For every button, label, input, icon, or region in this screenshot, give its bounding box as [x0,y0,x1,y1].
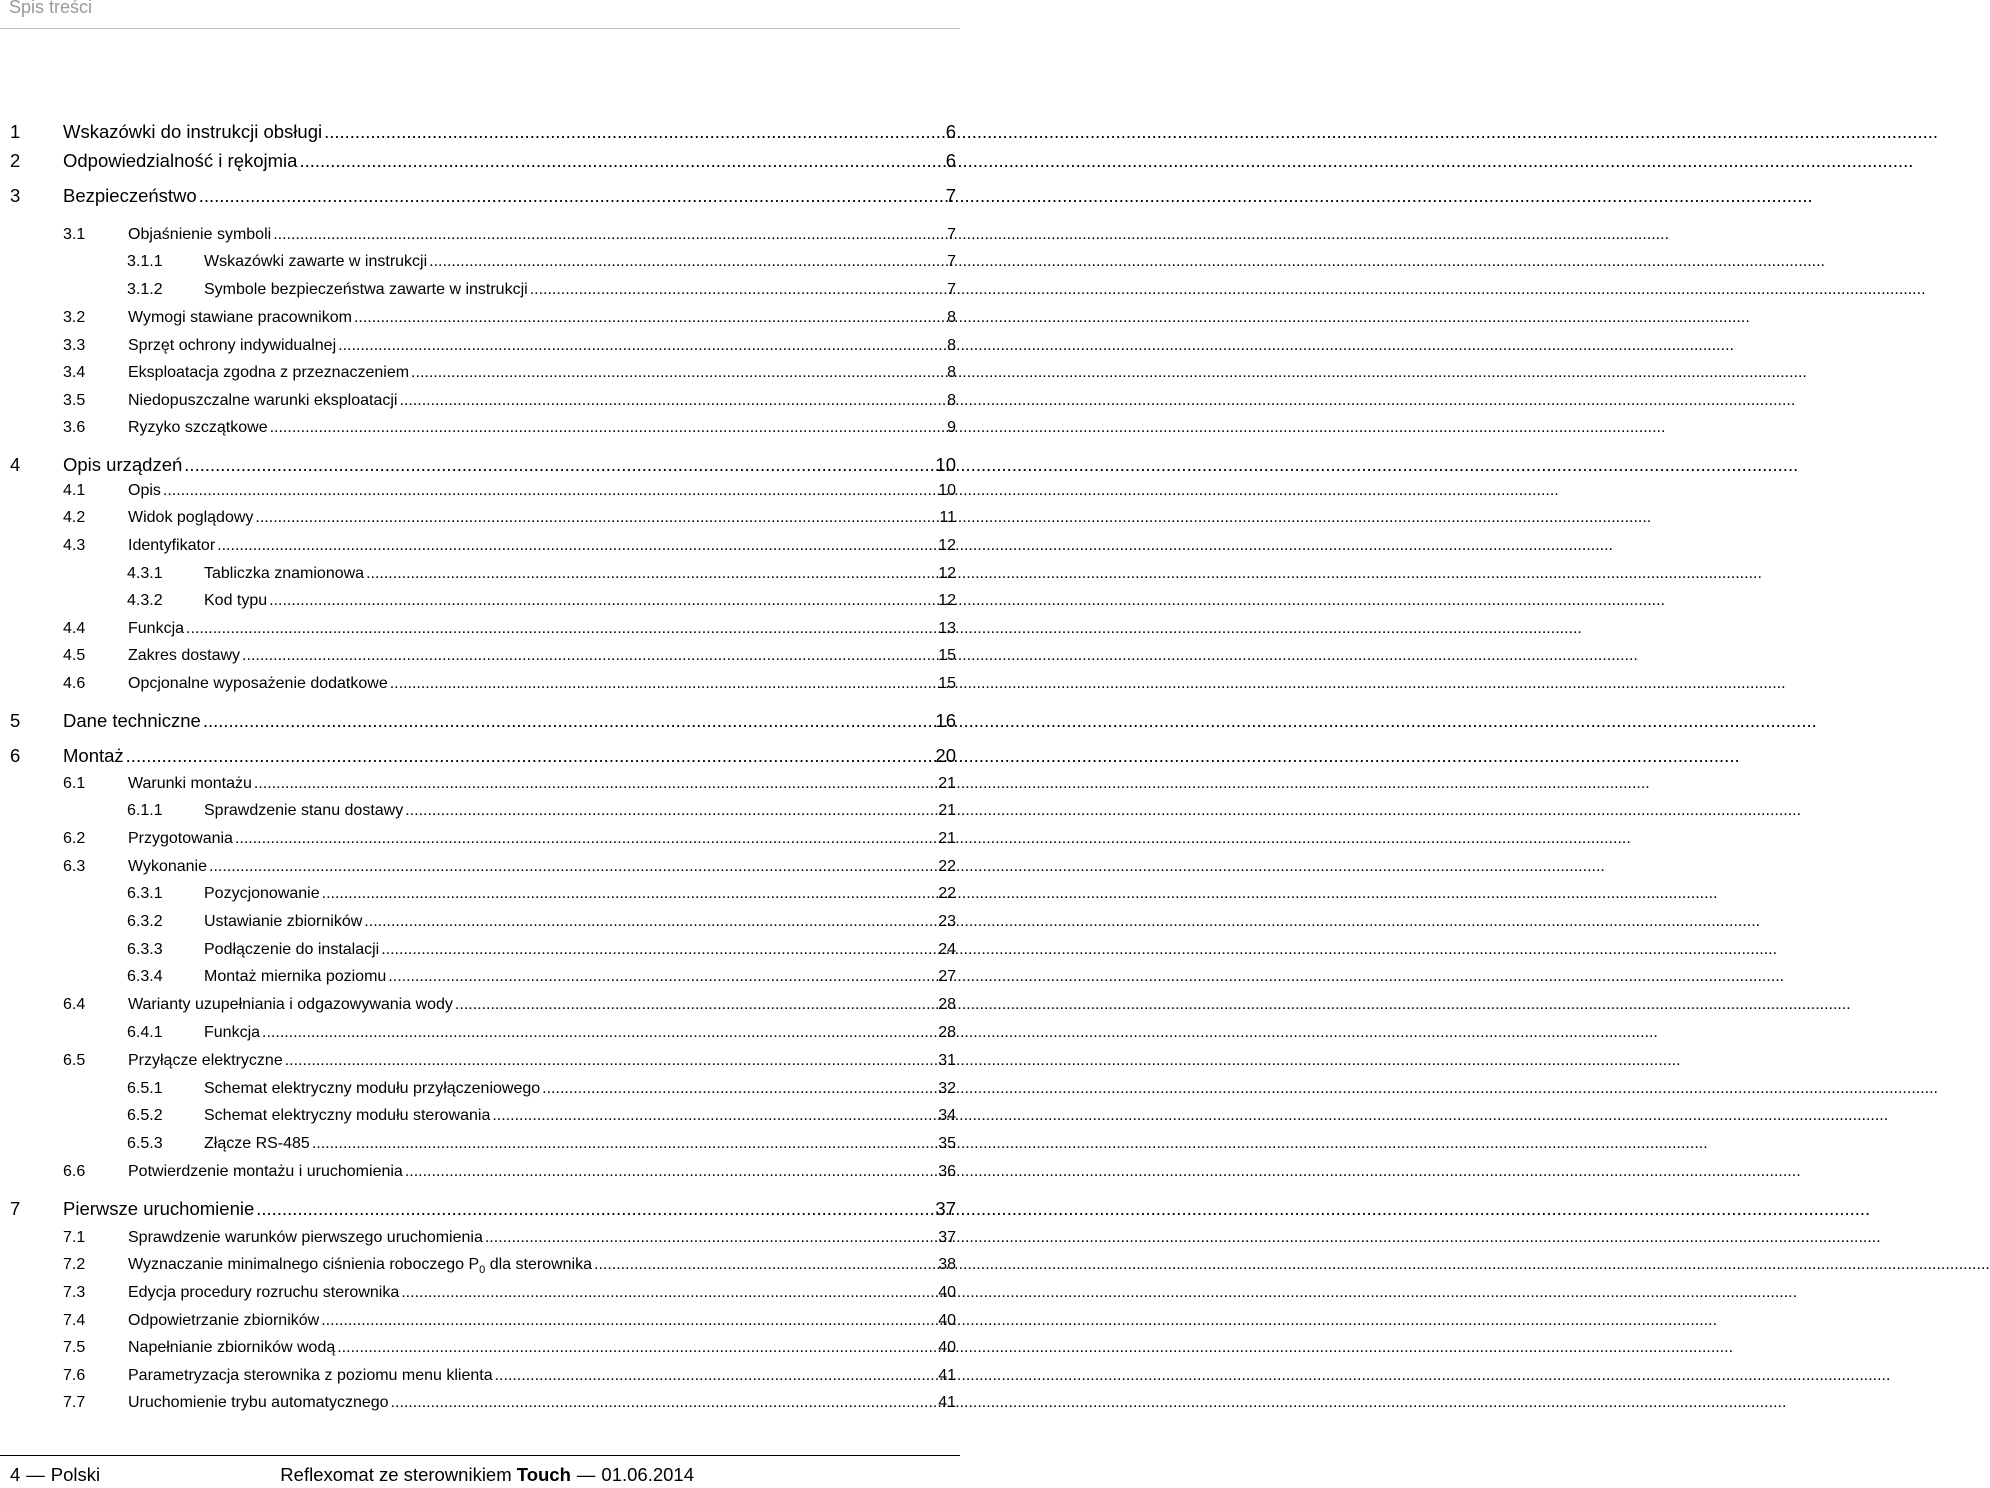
toc-entry-page: 21 [938,830,956,847]
toc-entry-number: 6.4.1 [127,1024,163,1041]
toc-entry-4-3[interactable] [63,537,956,555]
toc-entry-page: 37 [938,1229,956,1246]
toc-entry-title: Symbole bezpieczeństwa zawarte w instrukcji [204,281,528,298]
toc-entry-number: 3.5 [63,392,86,409]
toc-dot-leader [409,364,947,382]
toc-entry-page: 38 [938,1256,956,1273]
toc-dot-leader [254,1198,931,1219]
toc-dot-leader [267,592,938,610]
toc-dot-leader [397,392,947,410]
footer-date: 01.06.2014 [601,1464,694,1485]
toc-dot-leader [319,1312,938,1330]
toc-entry-4-6[interactable] [63,675,956,693]
toc-entry-title: Bezpieczeństwo [63,185,197,206]
toc-entry-7-6[interactable] [63,1367,956,1385]
toc-entry-title: Przyłącze elektryczne [128,1052,283,1069]
toc-entry-6-3-2[interactable] [127,913,956,931]
toc-entry-6-5-3[interactable] [127,1135,956,1153]
toc-entry-page: 12 [938,592,956,609]
toc-dot-leader [386,968,938,986]
toc-entry-3-1[interactable] [63,226,956,244]
toc-entry-page: 40 [938,1339,956,1356]
toc-entry-page: 13 [938,620,956,637]
toc-entry-page: 28 [938,996,956,1013]
toc-dot-leader [592,1256,938,1274]
toc-entry-title: Schemat elektryczny modułu przyłączeniowego [204,1080,541,1097]
toc-dot-leader [283,1052,938,1070]
toc-entry-6-5-1[interactable] [127,1080,956,1098]
toc-entry-number: 4.6 [63,675,86,692]
toc-entry-page: 22 [938,858,956,875]
toc-entry-title: Warianty uzupełniania i odgazowywania wody [128,996,453,1013]
toc-dot-leader [362,913,938,931]
toc-entry-6-5[interactable] [63,1052,956,1070]
toc-entry-page: 8 [947,309,956,326]
toc-dot-leader [453,996,938,1014]
toc-entry-number: 6.3 [63,858,86,875]
toc-entry-6-4[interactable] [63,996,956,1014]
toc-entry-5[interactable] [10,710,956,731]
toc-entry-title: Ustawianie zbiorników [204,913,363,930]
toc-dot-leader [364,565,938,583]
toc-entry-number: 6.1.1 [127,802,163,819]
toc-entry-title: Potwierdzenie montażu i uruchomienia [128,1163,403,1180]
toc-entry-4-4[interactable] [63,620,956,638]
toc-entry-number: 6.3.2 [127,913,163,930]
toc-dot-leader [240,647,938,665]
toc-entry-title: Odpowiedzialność i rękojmia [63,150,298,171]
toc-entry-page: 31 [938,1052,956,1069]
toc-entry-number: 6.5 [63,1052,86,1069]
toc-entry-title: Funkcja [128,620,185,637]
toc-entry-page: 34 [938,1107,956,1124]
toc-entry-title: Wymogi stawiane pracownikom [128,309,352,326]
toc-entry-number: 3.1.2 [127,281,163,298]
toc-entry-number: 1 [10,121,21,142]
toc-entry-page: 10 [935,454,956,475]
toc-entry-title: Opis [128,482,161,499]
toc-entry-page: 16 [935,710,956,731]
toc-entry-7-2[interactable] [63,1256,956,1277]
toc-entry-page: 28 [938,1024,956,1041]
toc-entry-title: Montaż miernika poziomu [204,968,387,985]
toc-dot-leader [207,858,938,876]
toc-entry-title: Podłączenie do instalacji [204,941,380,958]
toc-entry-page: 35 [938,1135,956,1152]
toc-entry-number: 6.5.2 [127,1107,163,1124]
toc-entry-4-5[interactable] [63,647,956,665]
toc-entry-title: Objaśnienie symboli [128,226,272,243]
toc-entry-number: 4.2 [63,509,86,526]
toc-entry-page: 11 [939,509,956,526]
toc-dot-leader [297,150,941,171]
toc-dot-leader [336,337,947,355]
toc-entry-number: 7.1 [63,1229,86,1246]
toc-entry-number: 6.3.1 [127,885,163,902]
toc-entry-6-2[interactable] [63,830,956,848]
toc-entry-4-3-1[interactable] [127,565,956,583]
toc-entry-title: Opcjonalne wyposażenie dodatkowe [128,675,388,692]
toc-dot-leader [215,537,938,555]
footer-product-prefix: Reflexomat ze sterownikiem [280,1464,512,1485]
toc-entry-title: Wskazówki do instrukcji obsługi [63,121,323,142]
toc-entry-4[interactable] [10,454,956,475]
toc-dot-leader [184,620,938,638]
header-title: Spis treści [9,0,93,17]
toc-entry-3-6[interactable] [63,419,956,437]
header-rule [0,28,960,29]
toc-entry-page: 22 [938,885,956,902]
toc-entry-title: Schemat elektryczny modułu sterowania [204,1107,491,1124]
toc-entry-6[interactable] [10,745,956,766]
toc-entry-3-2[interactable] [63,309,956,327]
toc-entry-7[interactable] [10,1198,956,1219]
toc-entry-title: Widok poglądowy [128,509,254,526]
toc-entry-page: 7 [947,281,956,298]
toc-entry-number: 4.3.2 [127,592,163,609]
toc-entry-page: 6 [945,121,956,142]
toc-dot-leader [252,775,938,793]
toc-entry-title: Niedopuszczalne warunki eksploatacji [128,392,398,409]
toc-entry-title: Pozycjonowanie [204,885,320,902]
toc-entry-4-2[interactable] [63,509,956,527]
toc-entry-page: 40 [938,1284,956,1301]
toc-entry-number: 3 [10,185,21,206]
toc-entry-title: Ryzyko szczątkowe [128,419,268,436]
toc-entry-number: 6.3.3 [127,941,163,958]
footer-product-dash: — [576,1464,596,1485]
toc-entry-title: Funkcja [204,1024,261,1041]
toc-dot-leader [540,1080,938,1098]
toc-dot-leader [389,1394,939,1412]
toc-dot-leader [528,281,947,299]
toc-entry-page: 10 [938,482,956,499]
toc-dot-leader [399,1284,938,1302]
footer-language: Polski [50,1464,101,1485]
toc-entry-number: 3.6 [63,419,86,436]
toc-entry-page: 15 [938,675,956,692]
toc-entry-4-3-2[interactable] [127,592,956,610]
toc-entry-3-3[interactable] [63,337,956,355]
toc-entry-page: 23 [938,913,956,930]
toc-dot-leader [335,1339,938,1357]
toc-entry-number: 6.5.3 [127,1135,163,1152]
toc-entry-page: 9 [947,419,956,436]
toc-entry-6-1-1[interactable] [127,802,956,820]
toc-entry-page: 12 [938,565,956,582]
footer-page-number: 4 [10,1464,21,1485]
toc-entry-title-subscript: 0 [479,1264,486,1277]
toc-dot-leader [427,253,947,271]
toc-entry-number: 7.6 [63,1367,86,1384]
toc-dot-leader [388,675,938,693]
toc-entry-number: 4.1 [63,482,86,499]
toc-entry-page: 7 [947,226,956,243]
toc-entry-7-1[interactable] [63,1229,956,1247]
toc-dot-leader [352,309,947,327]
toc-entry-page: 41 [938,1367,956,1384]
toc-entry-title: Dane techniczne [63,710,201,731]
toc-entry-number: 4.4 [63,620,86,637]
toc-entry-page: 15 [938,647,956,664]
toc-entry-title: Tabliczka znamionowa [204,565,365,582]
toc-entry-number: 7.4 [63,1312,86,1329]
toc-entry-6-1[interactable] [63,775,956,793]
toc-entry-number: 7.5 [63,1339,86,1356]
toc-entry-number: 6.6 [63,1163,86,1180]
toc-entry-title: Uruchomienie trybu automatycznego [128,1394,389,1411]
toc-entry-title: Kod typu [204,592,268,609]
toc-entry-number: 6.5.1 [127,1080,163,1097]
toc-dot-leader [197,185,942,206]
toc-entry-page: 8 [947,392,956,409]
toc-entry-title: Identyfikator [128,537,216,554]
page-header [0,0,960,30]
footer-product-bold: Touch [516,1464,571,1485]
toc-entry-title: Parametryzacja sterownika z poziomu menu klienta [128,1367,493,1384]
toc-entry-title: Zakres dostawy [128,647,241,664]
toc-entry-number: 4.5 [63,647,86,664]
toc-entry-title-tail: dla sterownika [485,1256,592,1273]
toc-entry-title: Odpowietrzanie zbiorników [128,1312,320,1329]
toc-entry-number: 7.7 [63,1394,86,1411]
toc-entry-page: 27 [938,968,956,985]
toc-dot-leader [260,1024,938,1042]
toc-dot-leader [490,1107,938,1125]
toc-entry-number: 3.4 [63,364,86,381]
toc-entry-7-7[interactable] [63,1394,956,1412]
footer-product [280,1464,694,1486]
toc-dot-leader [310,1135,938,1153]
toc-entry-page: 21 [938,775,956,792]
toc-dot-leader [182,454,931,475]
toc-entry-title: Sprzęt ochrony indywidualnej [128,337,337,354]
toc-dot-leader [403,802,938,820]
toc-entry-number: 6.1 [63,775,86,792]
toc-dot-leader [253,509,939,527]
toc-entry-number: 3.2 [63,309,86,326]
toc-entry-title [128,1256,592,1277]
toc-entry-page: 36 [938,1163,956,1180]
toc-dot-leader [233,830,938,848]
toc-entry-number: 4 [10,454,21,475]
toc-entry-number: 6.2 [63,830,86,847]
toc-entry-7-5[interactable] [63,1339,956,1357]
toc-entry-6-4-1[interactable] [127,1024,956,1042]
toc-entry-page: 12 [938,537,956,554]
toc-entry-number: 7.2 [63,1256,86,1273]
toc-entry-7-4[interactable] [63,1312,956,1330]
toc-entry-number: 6.4 [63,996,86,1013]
toc-entry-number: 3.1 [63,226,86,243]
toc-entry-title: Warunki montażu [128,775,252,792]
toc-entry-title: Przygotowania [128,830,233,847]
toc-entry-title: Montaż [63,745,124,766]
toc-dot-leader [493,1367,939,1385]
footer-left [10,1464,100,1486]
toc-entry-6-3-4[interactable] [127,968,956,986]
toc-entry-number: 3.3 [63,337,86,354]
toc-entry-number: 3.1.1 [127,253,163,270]
toc-entry-number: 4.3.1 [127,565,163,582]
toc-entry-title: Wskazówki zawarte w instrukcji [204,253,428,270]
toc-entry-page: 8 [947,364,956,381]
toc-entry-6-3-3[interactable] [127,941,956,959]
toc-entry-3-5[interactable] [63,392,956,410]
toc-entry-page: 37 [935,1198,956,1219]
toc-dot-leader [124,745,932,766]
toc-dot-leader [379,941,938,959]
toc-entry-3[interactable] [10,185,956,206]
footer-dash: — [26,1464,45,1485]
toc-dot-leader [403,1163,938,1181]
toc-dot-leader [322,121,942,142]
toc-entry-3-1-2[interactable] [127,281,956,299]
toc-entry-3-4[interactable] [63,364,956,382]
toc-entry-page: 41 [938,1394,956,1411]
toc-entry-title: Złącze RS-485 [204,1135,310,1152]
toc-entry-6-3-1[interactable] [127,885,956,903]
toc-entry-title: Sprawdzenie warunków pierwszego uruchomienia [128,1229,483,1246]
toc-entry-title: Sprawdzenie stanu dostawy [204,802,404,819]
toc-entry-number: 4.3 [63,537,86,554]
toc-entry-title: Opis urządzeń [63,454,183,475]
toc-entry-page: 21 [938,802,956,819]
footer-rule [0,1455,960,1456]
toc-entry-title: Edycja procedury rozruchu sterownika [128,1284,400,1301]
toc-entry-number: 6 [10,745,21,766]
toc-entry-page: 40 [938,1312,956,1329]
toc-entry-number: 6.3.4 [127,968,163,985]
toc-entry-title-main: Wyznaczanie minimalnego ciśnienia roboczego P [128,1256,480,1273]
toc-entry-3-1-1[interactable] [127,253,956,271]
toc-entry-number: 7.3 [63,1284,86,1301]
toc-entry-number: 2 [10,150,21,171]
toc-dot-leader [271,226,947,244]
toc-entry-page: 32 [938,1080,956,1097]
toc-entry-title: Eksploatacja zgodna z przeznaczeniem [128,364,410,381]
toc-entry-number: 7 [10,1198,21,1219]
toc-entry-page: 6 [945,150,956,171]
toc-entry-2[interactable] [10,150,956,171]
toc-entry-7-3[interactable] [63,1284,956,1302]
toc-entry-title: Wykonanie [128,858,208,875]
toc-entry-page: 8 [947,337,956,354]
toc-entry-4-1[interactable] [63,482,956,500]
toc-dot-leader [268,419,948,437]
toc-entry-page: 20 [935,745,956,766]
toc-dot-leader [320,885,939,903]
toc-dot-leader [161,482,938,500]
toc-entry-page: 24 [938,941,956,958]
toc-entry-6-5-2[interactable] [127,1107,956,1125]
toc-dot-leader [201,710,932,731]
toc-entry-page: 7 [947,253,956,270]
toc-entry-title: Pierwsze uruchomienie [63,1198,255,1219]
toc-entry-title: Napełnianie zbiorników wodą [128,1339,336,1356]
toc-entry-6-6[interactable] [63,1163,956,1181]
toc-entry-6-3[interactable] [63,858,956,876]
toc-entry-number: 5 [10,710,21,731]
page-footer [0,1464,960,1488]
toc-entry-1[interactable] [10,121,956,142]
toc-entry-page: 7 [945,185,956,206]
toc-dot-leader [483,1229,938,1247]
